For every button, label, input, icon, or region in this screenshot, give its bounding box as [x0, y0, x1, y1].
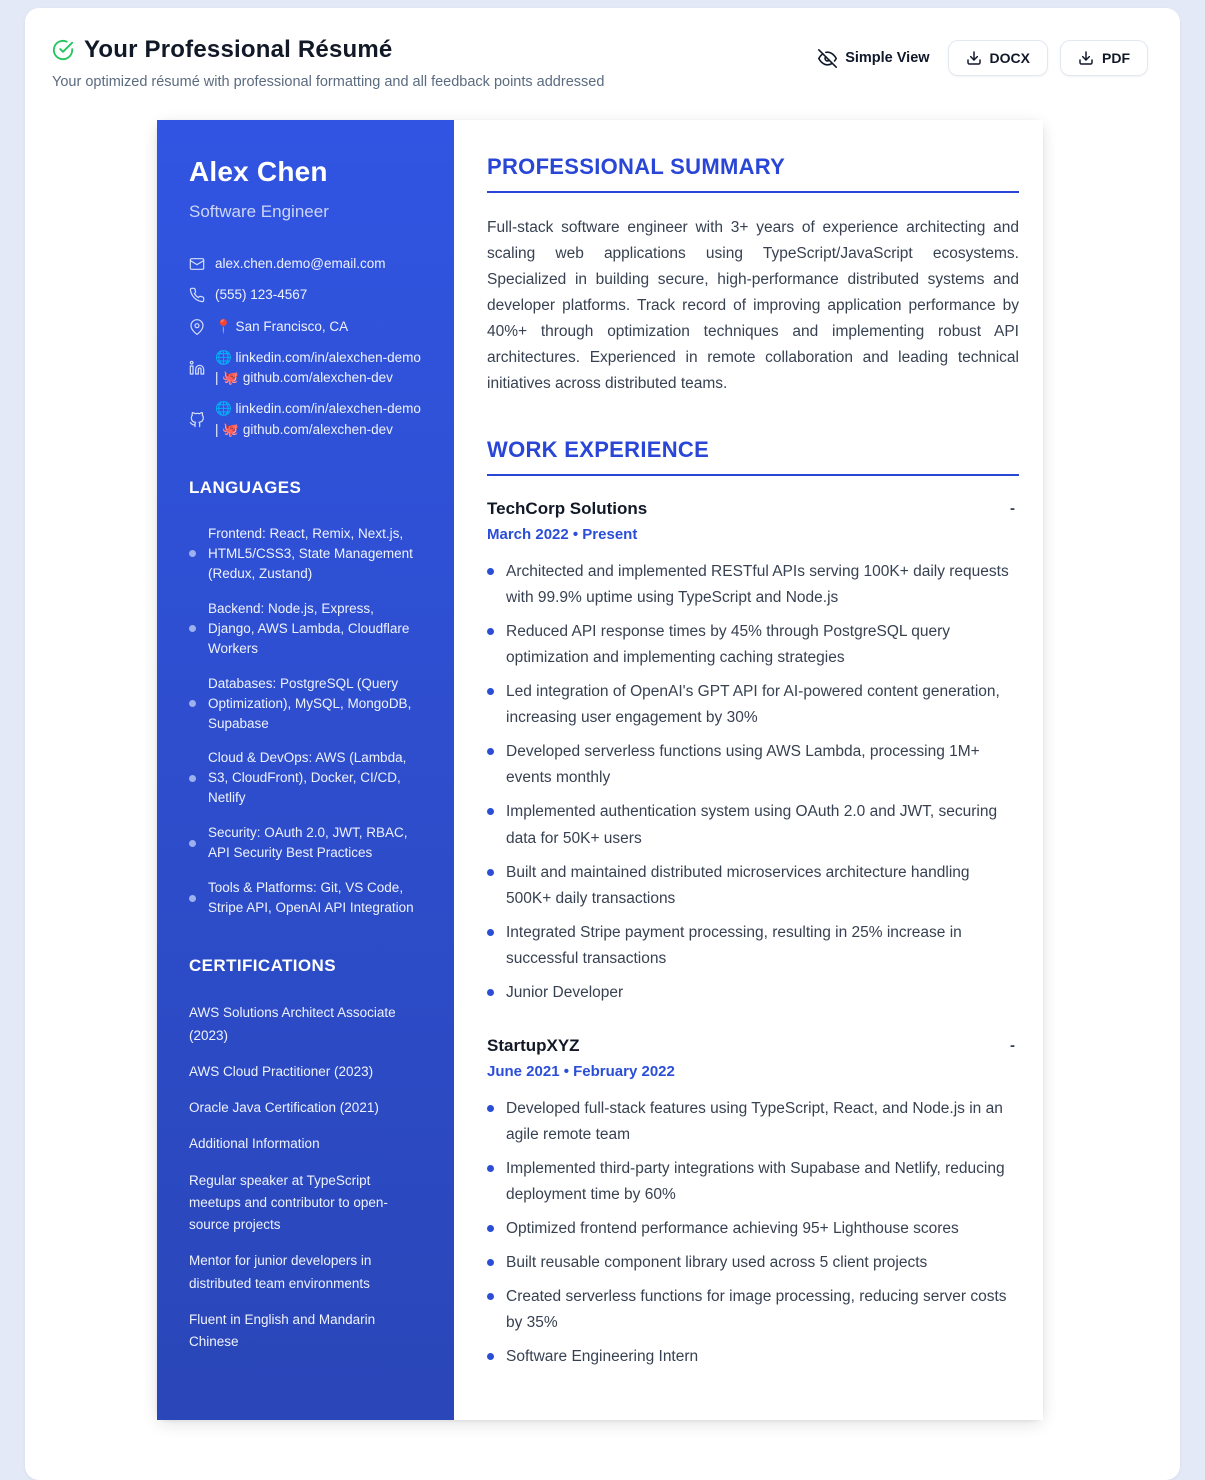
skill-item — [189, 524, 424, 584]
summary-text: Full-stack software engineer with 3+ years of experience architecting and scaling web applications using TypeScript/JavaScript ecosystems. Specialized in building secure, high-performance distributed systems and developer platforms. Track record of improving application performance by 40%+ through optimization techniques and implementing robust API architectures. Experienced in remote collaboration and leading technical initiatives across distributed teams. — [487, 219, 1019, 393]
certifications-section — [189, 956, 424, 1353]
collapse-job-button[interactable]: - — [1006, 1036, 1019, 1055]
certification-item: AWS Cloud Practitioner (2023) — [189, 1063, 374, 1079]
contact-phone — [189, 285, 424, 305]
skill-item — [189, 878, 424, 918]
resume-card — [157, 120, 1043, 1420]
download-icon — [1078, 50, 1094, 66]
job-bullet: Built and maintained distributed microservices architecture handling 500K+ daily transactions — [487, 860, 1019, 912]
languages-heading: LANGUAGES — [189, 477, 302, 497]
job-bullet: Software Engineering Intern — [487, 1344, 1019, 1370]
pdf-download-button[interactable] — [1060, 40, 1148, 76]
skill-item — [189, 823, 424, 863]
experience-heading: WORK EXPERIENCE — [487, 437, 1019, 476]
phone-icon — [189, 287, 205, 303]
bullet-dot — [189, 700, 196, 707]
docx-download-button[interactable] — [948, 40, 1048, 76]
summary-heading: PROFESSIONAL SUMMARY — [487, 154, 1019, 193]
download-icon — [966, 50, 982, 66]
github-icon — [189, 412, 205, 428]
certification-item: AWS Solutions Architect Associate (2023) — [189, 1005, 396, 1043]
contact-github[interactable] — [189, 399, 424, 440]
skill-text: Databases: PostgreSQL (Query Optimization), MySQL, MongoDB, Supabase — [208, 675, 412, 731]
job-bullet: Junior Developer — [487, 980, 1019, 1006]
job-entry-techcorp — [487, 499, 1019, 1005]
contact-email — [189, 254, 424, 274]
person-job-title: Software Engineer — [189, 202, 329, 221]
job-bullet: Implemented authentication system using OAuth 2.0 and JWT, securing data for 50K+ users — [487, 799, 1019, 851]
certification-list — [189, 1002, 424, 1353]
job-entry-startupxyz — [487, 1036, 1019, 1370]
languages-section — [189, 478, 424, 919]
job-bullet: Implemented third-party integrations with Supabase and Netlify, reducing deployment time by 60% — [487, 1156, 1019, 1208]
skill-item — [189, 748, 424, 808]
linkedin-icon — [189, 360, 205, 376]
contact-phone-text: (555) 123-4567 — [215, 287, 308, 303]
location-icon — [189, 319, 205, 335]
contact-list — [189, 254, 424, 440]
skill-item — [189, 674, 424, 734]
simple-view-button[interactable] — [818, 49, 929, 68]
job-bullet: Developed full-stack features using TypeScript, React, and Node.js in an agile remote team — [487, 1096, 1019, 1148]
eye-off-icon — [818, 49, 837, 68]
app-panel — [25, 8, 1180, 1480]
job-bullet: Built reusable component library used across 5 client projects — [487, 1250, 1019, 1276]
certifications-heading: CERTIFICATIONS — [189, 956, 336, 976]
contact-location — [189, 317, 424, 337]
docx-label: DOCX — [989, 50, 1030, 66]
contact-github-text: 🌐 linkedin.com/in/alexchen-demo | 🐙 github.com/alexchen-dev — [215, 401, 421, 437]
skill-text: Tools & Platforms: Git, VS Code, Stripe API, OpenAI API Integration — [208, 880, 414, 916]
bullet-dot — [189, 550, 196, 557]
header-actions — [818, 36, 1148, 76]
certification-item: Fluent in English and Mandarin Chinese — [189, 1311, 376, 1350]
contact-email-text: alex.chen.demo@email.com — [215, 256, 386, 271]
job-bullet: Reduced API response times by 45% through PostgreSQL query optimization and implementing caching strategies — [487, 619, 1019, 671]
app-header — [52, 36, 1148, 90]
header-left — [52, 36, 604, 90]
company-name: TechCorp Solutions — [487, 499, 648, 519]
pdf-label: PDF — [1102, 50, 1130, 66]
person-name: Alex Chen — [189, 156, 328, 187]
skill-list — [189, 524, 424, 919]
check-circle-icon — [52, 39, 74, 61]
simple-view-label: Simple View — [845, 50, 930, 66]
job-bullet-list — [487, 559, 1019, 1005]
certification-item: Additional Information — [189, 1136, 320, 1152]
contact-location-text: 📍 San Francisco, CA — [215, 318, 349, 334]
resume-sidebar — [157, 120, 454, 1420]
certification-item: Oracle Java Certification (2021) — [189, 1100, 379, 1116]
skill-text: Backend: Node.js, Express, Django, AWS Lambda, Cloudflare Workers — [208, 600, 410, 656]
bullet-dot — [189, 625, 196, 632]
bullet-dot — [189, 775, 196, 782]
experience-section — [487, 437, 1019, 1370]
certification-item: Regular speaker at TypeScript meetups and contributor to open-source projects — [189, 1172, 388, 1233]
page-title: Your Professional Résumé — [84, 36, 393, 63]
resume-main — [454, 120, 1043, 1420]
contact-linkedin-text: 🌐 linkedin.com/in/alexchen-demo | 🐙 github.com/alexchen-dev — [215, 349, 421, 385]
mail-icon — [189, 256, 205, 272]
job-bullet: Optimized frontend performance achieving 95+ Lighthouse scores — [487, 1216, 1019, 1242]
skill-item — [189, 599, 424, 659]
job-bullet: Integrated Stripe payment processing, resulting in 25% increase in successful transactions — [487, 920, 1019, 972]
job-bullet: Led integration of OpenAI's GPT API for AI-powered content generation, increasing user engagement by 30% — [487, 679, 1019, 731]
job-dates: June 2021 • February 2022 — [487, 1062, 675, 1080]
job-bullet: Developed serverless functions using AWS Lambda, processing 1M+ events monthly — [487, 739, 1019, 791]
company-name: StartupXYZ — [487, 1035, 580, 1055]
certification-item: Mentor for junior developers in distributed team environments — [189, 1253, 372, 1291]
job-bullet: Created serverless functions for image processing, reducing server costs by 35% — [487, 1284, 1019, 1336]
summary-section — [487, 154, 1019, 397]
skill-text: Security: OAuth 2.0, JWT, RBAC, API Security Best Practices — [208, 825, 408, 861]
collapse-job-button[interactable]: - — [1006, 499, 1019, 518]
skill-text: Cloud & DevOps: AWS (Lambda, S3, CloudFront), Docker, CI/CD, Netlify — [208, 750, 407, 806]
page-subtitle: Your optimized résumé with professional formatting and all feedback points addressed — [52, 74, 605, 90]
job-bullet: Architected and implemented RESTful APIs serving 100K+ daily requests with 99.9% uptime using TypeScript and Node.js — [487, 559, 1019, 611]
bullet-dot — [189, 895, 196, 902]
skill-text: Frontend: React, Remix, Next.js, HTML5/CSS3, State Management (Redux, Zustand) — [208, 525, 413, 581]
job-bullet-list — [487, 1096, 1019, 1370]
contact-linkedin[interactable] — [189, 348, 424, 389]
job-dates: March 2022 • Present — [487, 526, 638, 544]
bullet-dot — [189, 840, 196, 847]
